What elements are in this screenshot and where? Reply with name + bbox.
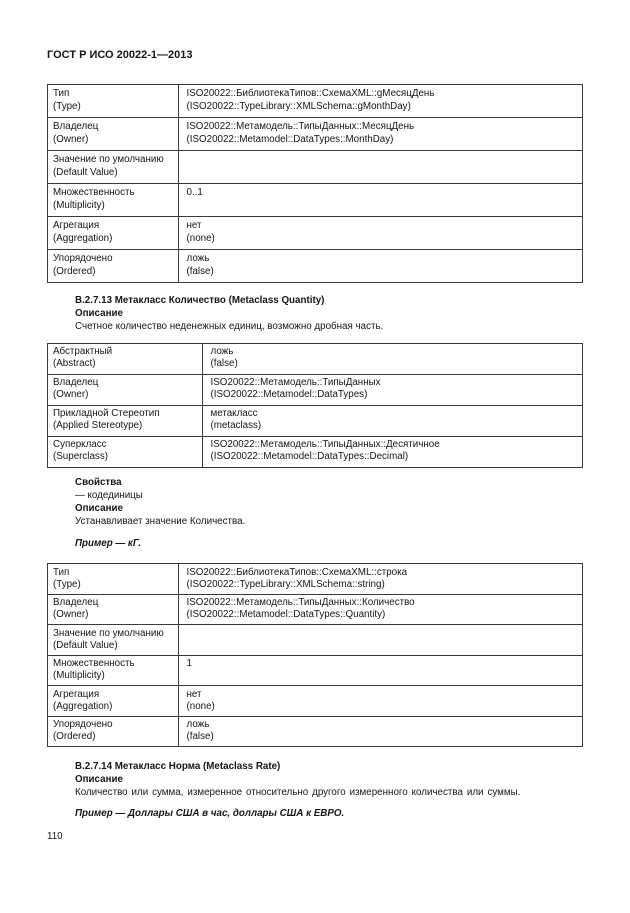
- page-number: 110: [47, 830, 63, 842]
- example-text: Пример — кГ.: [75, 537, 142, 549]
- property-value-cell: [179, 655, 583, 686]
- property-name: Тип: [53, 566, 70, 578]
- section-heading: В.2.7.14 Метакласс Норма (Metaclass Rate): [75, 760, 281, 772]
- property-name-cell: [48, 217, 179, 250]
- description-text: Количество или сумма, измеренное относительно другого измеренного количества или суммы.: [75, 787, 521, 799]
- property-value: ISO20022::БиблиотекаТипов::СхемаXML::строка: [186, 566, 408, 578]
- metaclass-quantity-table: [47, 343, 583, 468]
- description-text: Счетное количество неденежных единиц, возможно дробная часть.: [75, 320, 384, 332]
- table-row: [48, 625, 583, 656]
- property-value: нет: [186, 688, 202, 700]
- property-name-en: (Superclass): [53, 451, 108, 462]
- table-row: [48, 118, 583, 151]
- table-row: [48, 344, 583, 375]
- property-value-cell: [179, 594, 583, 625]
- property-name-cell: [48, 564, 179, 595]
- properties-section: [75, 476, 245, 529]
- property-value-en: (false): [186, 265, 214, 277]
- property-name-cell: [48, 594, 179, 625]
- property-name-en: (Type): [53, 100, 81, 112]
- property-value: 0..1: [186, 186, 203, 198]
- property-value-cell: [203, 437, 583, 468]
- property-name-en: (Aggregation): [53, 700, 113, 712]
- table-row: [48, 217, 583, 250]
- property-name: Суперкласс: [53, 439, 107, 450]
- property-name-cell: [48, 184, 179, 217]
- table-row: [48, 406, 583, 437]
- property-value: ISO20022::Метамодель::ТипыДанных::Десятичное: [210, 439, 440, 450]
- property-name: Владелец: [53, 120, 99, 132]
- description-label: Описание: [75, 503, 123, 515]
- property-value-cell: [179, 151, 583, 184]
- property-value-en: (none): [186, 700, 215, 712]
- table-row: [48, 655, 583, 686]
- property-name: Владелец: [53, 597, 99, 608]
- table-row: [48, 85, 583, 118]
- property-value-cell: [179, 118, 583, 151]
- property-name: Владелец: [53, 377, 99, 388]
- description-text: Устанавливает значение Количества.: [75, 516, 246, 528]
- description-label: Описание: [75, 307, 123, 319]
- property-name-en: (Default Value): [53, 166, 118, 178]
- property-value-cell: [179, 625, 583, 656]
- property-value: метакласс: [210, 408, 258, 419]
- property-item: — кодединицы: [75, 489, 143, 501]
- section-b-2-7-13: [75, 295, 383, 333]
- property-name: Тип: [53, 87, 70, 99]
- property-value: нет: [186, 219, 202, 231]
- property-name-en: (Ordered): [53, 731, 96, 742]
- properties-table-month-day: [47, 84, 583, 283]
- description-label: Описание: [75, 773, 123, 785]
- table-row: [48, 716, 583, 747]
- table-row: [48, 564, 583, 595]
- property-value: ложь: [210, 346, 234, 357]
- property-name-cell: [48, 437, 203, 468]
- property-name: Упорядочено: [53, 719, 113, 730]
- property-value: ISO20022::Метамодель::ТипыДанных::Количество: [186, 597, 415, 608]
- property-value-en: (false): [210, 358, 238, 369]
- property-name-cell: [48, 716, 179, 747]
- table-row: [48, 184, 583, 217]
- property-name-cell: [48, 655, 179, 686]
- property-value: ложь: [186, 719, 210, 730]
- property-value: ISO20022::Метамодель::ТипыДанных::МесяцДень: [186, 120, 415, 132]
- property-value-en: (ISO20022::TypeLibrary::XMLSchema::string): [186, 578, 385, 590]
- property-value-cell: [179, 716, 583, 747]
- properties-label: Свойства: [75, 476, 122, 488]
- property-value-cell: [179, 184, 583, 217]
- property-name-en: (Owner): [53, 609, 89, 620]
- property-value-en: (metaclass): [210, 420, 262, 431]
- property-name: Множественность: [53, 186, 135, 198]
- property-value-cell: [203, 406, 583, 437]
- property-name-cell: [48, 406, 203, 437]
- property-value-en: (false): [186, 731, 214, 742]
- property-name: Множественность: [53, 658, 135, 669]
- example-text: Пример — Доллары США в час, доллары США к ЕВРО.: [75, 807, 345, 819]
- property-value: ISO20022::Метамодель::ТипыДанных: [210, 377, 381, 388]
- table-row: [48, 151, 583, 184]
- section-b-2-7-14: [75, 760, 520, 800]
- property-name-en: (Default Value): [53, 639, 118, 651]
- property-name-en: (Type): [53, 578, 81, 590]
- property-name-cell: [48, 344, 203, 375]
- property-value-cell: [179, 217, 583, 250]
- property-name-en: (Owner): [53, 389, 89, 400]
- property-name: Значение по умолчанию: [53, 627, 164, 639]
- property-name-en: (Aggregation): [53, 232, 113, 244]
- property-name: Упорядочено: [53, 252, 113, 264]
- property-name-en: (Multiplicity): [53, 670, 105, 681]
- property-value: ложь: [186, 252, 210, 264]
- property-name-cell: [48, 375, 203, 406]
- property-name-cell: [48, 151, 179, 184]
- property-value: ISO20022::БиблиотекаТипов::СхемаXML::gМесяцДень: [186, 87, 435, 99]
- property-value-en: (none): [186, 232, 215, 244]
- property-value-en: (ISO20022::Metamodel::DataTypes::MonthDay): [186, 133, 394, 145]
- property-value-en: (ISO20022::TypeLibrary::XMLSchema::gMonthDay): [186, 100, 411, 112]
- property-name-cell: [48, 250, 179, 283]
- property-name: Агрегация: [53, 219, 100, 231]
- document-standard-title: ГОСТ Р ИСО 20022-1—2013: [47, 49, 193, 61]
- property-name-cell: [48, 85, 179, 118]
- property-value-cell: [179, 564, 583, 595]
- table-row: [48, 437, 583, 468]
- property-name-en: (Owner): [53, 133, 89, 145]
- table-row: [48, 686, 583, 717]
- property-name: Значение по умолчанию: [53, 153, 164, 165]
- property-value-en: (ISO20022::Metamodel::DataTypes): [210, 389, 368, 400]
- properties-table-quantity: [47, 563, 583, 747]
- property-value-cell: [179, 250, 583, 283]
- property-name: Абстрактный: [53, 346, 113, 357]
- property-name: Агрегация: [53, 688, 100, 700]
- table-row: [48, 594, 583, 625]
- property-value-cell: [179, 686, 583, 717]
- property-value-en: (ISO20022::Metamodel::DataTypes::Decimal): [210, 451, 409, 462]
- property-name-cell: [48, 686, 179, 717]
- property-value: 1: [186, 658, 192, 669]
- property-name-cell: [48, 118, 179, 151]
- property-name: Прикладной Стереотип: [53, 408, 160, 419]
- property-name-en: (Multiplicity): [53, 199, 105, 211]
- property-name-en: (Applied Stereotype): [53, 420, 143, 431]
- property-value-cell: [179, 85, 583, 118]
- property-name-en: (Abstract): [53, 358, 96, 369]
- property-name-en: (Ordered): [53, 265, 96, 277]
- property-value-cell: [203, 344, 583, 375]
- property-name-cell: [48, 625, 179, 656]
- table-row: [48, 250, 583, 283]
- property-value-cell: [203, 375, 583, 406]
- property-value-en: (ISO20022::Metamodel::DataTypes::Quantity): [186, 609, 386, 620]
- table-row: [48, 375, 583, 406]
- section-heading: В.2.7.13 Метакласс Количество (Metaclass Quantity): [75, 295, 325, 306]
